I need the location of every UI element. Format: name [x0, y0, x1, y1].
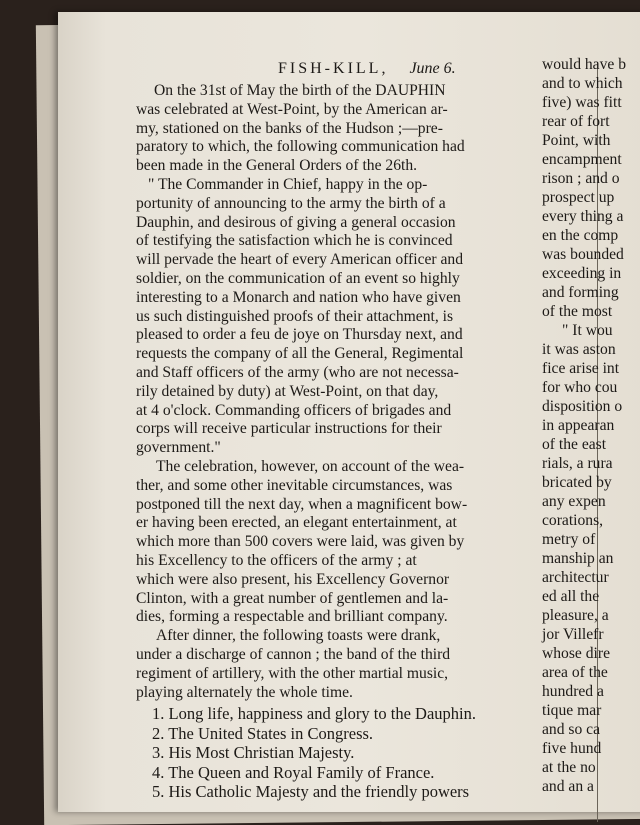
- right-text-line: and forming: [542, 284, 619, 301]
- text-line: will pervade the heart of every American officer and: [136, 251, 464, 269]
- toast-item: 1. Long life, happiness and glory to the Dauphin.: [152, 704, 476, 724]
- right-text-line: exceeding in: [542, 265, 622, 282]
- text-line: Clinton, with a great number of gentlemen and la-: [136, 589, 449, 607]
- right-text-line: rison ; and o: [542, 170, 620, 187]
- dateline-place: FISH-KILL,: [278, 60, 389, 77]
- right-text-line: rear of fort: [542, 113, 610, 130]
- toast-item: 4. The Queen and Royal Family of France.: [152, 762, 435, 782]
- right-text-line: whose dire: [542, 645, 610, 662]
- text-line: " The Commander in Chief, happy in the op-: [148, 176, 428, 193]
- text-line: pleased to order a feu de joye on Thursday next, and: [136, 326, 463, 344]
- text-line: regiment of artillery, with the other martial music,: [136, 664, 449, 682]
- text-line: Dauphin, and desirous of giving a general occasion: [136, 213, 456, 231]
- toast-item: 2. The United States in Congress.: [152, 723, 374, 743]
- text-line: After dinner, the following toasts were drank,: [156, 627, 441, 645]
- text-line: under a discharge of cannon ; the band of the third: [136, 646, 451, 663]
- right-text-line: hundred a: [542, 683, 604, 700]
- right-text-line: en the comp: [542, 227, 619, 244]
- text-line: postponed till the next day, when a magnificent bow-: [136, 495, 468, 513]
- text-line: On the 31st of May the birth of the DAUPHIN: [154, 82, 446, 99]
- text-line: been made in the General Orders of the 26th.: [136, 157, 418, 175]
- right-text-line: metry of: [542, 531, 596, 548]
- text-line: paratory to which, the following communication had: [136, 138, 465, 156]
- text-line: his Excellency to the officers of the army ; at: [136, 552, 417, 569]
- right-text-line: Point, with: [542, 132, 611, 149]
- text-line: which were also present, his Excellency Governor: [136, 570, 450, 588]
- dateline-date: June 6.: [409, 60, 456, 77]
- right-text-line: ed all the: [542, 588, 600, 605]
- text-line: portunity of announcing to the army the birth of a: [136, 194, 446, 212]
- text-line: playing alternately the whole time.: [136, 683, 353, 701]
- text-line: my, stationed on the banks of the Hudson ;—pre-: [136, 119, 443, 137]
- right-text-line: fice arise int: [542, 360, 620, 377]
- right-text-line: architectur: [542, 569, 609, 586]
- right-text-line: would have b: [542, 56, 627, 73]
- right-text-line: corations,: [542, 512, 604, 529]
- text-line: er having been erected, an elegant entertainment, at: [136, 514, 457, 532]
- text-line: interesting to a Monarch and nation who have given: [136, 288, 461, 306]
- text-line: of testifying the satisfaction which he is convinced: [136, 232, 453, 250]
- toast-item: 3. His Most Christian Majesty.: [152, 743, 355, 763]
- text-line: which more than 500 covers were laid, was given by: [136, 533, 465, 551]
- right-text-line: prospect up: [542, 189, 615, 206]
- right-text-line: pleasure, a: [542, 607, 609, 624]
- right-text-line: encampment: [542, 151, 622, 168]
- right-text-line: any expen: [542, 493, 606, 510]
- right-text-line: " It wou: [562, 322, 613, 339]
- right-text-line: of the most: [542, 303, 613, 320]
- right-text-line: bricated by: [542, 474, 612, 491]
- text-line: corps will receive particular instructions for their: [136, 420, 442, 438]
- text-line: at 4 o'clock. Commanding officers of brigades and: [136, 401, 452, 419]
- right-text-line: for who cou: [542, 379, 618, 396]
- text-line: government.": [136, 439, 221, 457]
- right-text-line: rials, a rura: [542, 455, 613, 472]
- toast-item: 5. His Catholic Majesty and the friendly powers: [152, 782, 470, 802]
- right-text-line: in appearan: [542, 417, 615, 434]
- newspaper-page: [58, 12, 640, 812]
- right-text-line: disposition o: [542, 398, 623, 415]
- dateline: [278, 60, 456, 79]
- right-text-line: five hund: [542, 740, 602, 757]
- right-text-line: manship an: [542, 550, 614, 567]
- text-line: requests the company of all the General, Regimental: [136, 345, 464, 363]
- right-text-line: of the east: [542, 436, 607, 453]
- text-line: ther, and some other inevitable circumstances, was: [136, 476, 453, 494]
- text-line: was celebrated at West-Point, by the American ar-: [136, 100, 448, 118]
- right-text-line: it was aston: [542, 341, 616, 358]
- text-line: us such distinguished proofs of their attachment, is: [136, 307, 454, 325]
- right-text-line: every thing a: [542, 208, 624, 225]
- right-text-line: area of the: [542, 664, 608, 681]
- text-line: rily detained by duty) at West-Point, on that day,: [136, 382, 439, 400]
- right-text-line: at the no: [542, 759, 596, 776]
- right-text-line: and so ca: [542, 721, 601, 738]
- right-text-line: tique mar: [542, 702, 602, 719]
- right-text-line: and to which: [542, 75, 623, 92]
- right-text-line: was bounded: [542, 246, 624, 263]
- right-text-line: five) was fitt: [542, 94, 622, 111]
- text-line: The celebration, however, on account of the wea-: [156, 458, 465, 475]
- text-line: dies, forming a respectable and brilliant company.: [136, 608, 448, 626]
- text-line: soldier, on the communication of an event so highly: [136, 270, 460, 287]
- right-text-line: and an a: [542, 778, 594, 795]
- text-line: and Staff officers of the army (who are not necessa-: [136, 364, 459, 381]
- right-text-line: jor Villefr: [542, 626, 604, 643]
